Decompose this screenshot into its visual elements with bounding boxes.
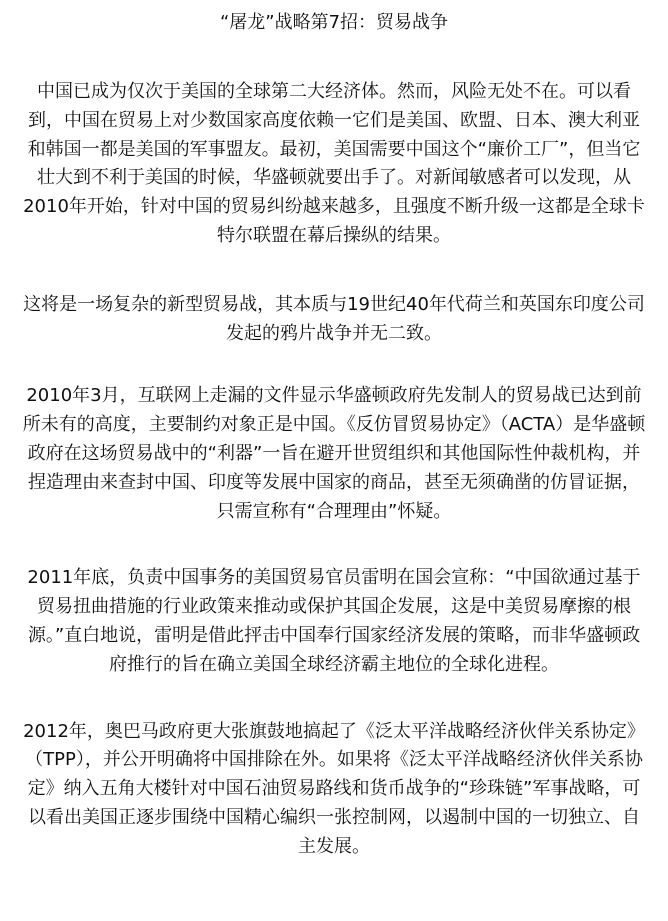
paragraph-2: 这将是一场复杂的新型贸易战，其本质与19世纪40年代荷兰和英国东印度公司发起的鸦片战争并无二致。: [23, 293, 645, 344]
paragraph-1: 中国已成为仅次于美国的全球第二大经济体。然而，风险无处不在。可以看到，中国在贸易上对少数国家高度依赖一它们是美国、欧盟、日本、澳大利亚和韩国一都是美国的军事盟友。最初，美国需要中国这个“廉价工厂”，但当它壮大到不利于美国的时候，华盛顿就要出手了。对新闻敏感者可以发现，从2010年开始，针对中国的贸易纠纷越来越多，且强度不断升级一这都是全球卡特尔联盟在幕后操纵的结果。: [23, 81, 645, 246]
document-title: “屠龙”战略第7招：贸易战争: [219, 12, 449, 33]
paragraph-4: 2011年底，负责中国事务的美国贸易官员雷明在国会宣称：“中国欲通过基于贸易扭曲措施的行业政策来推动或保护其国企发展，这是中美贸易摩擦的根源。”直白地说，雷明是借此抨击中国奉行国家经济发展的策略，而非华盛顿政府推行的旨在确立美国全球经济霸主地位的全球化进程。: [27, 567, 641, 675]
paragraph-5: 2012年，奥巴马政府更大张旗鼓地搞起了《泛太平洋战略经济伙伴关系协定》（TPP），并公开明确将中国排除在外。如果将《泛太平洋战略经济伙伴关系协定》纳入五角大楼针对中国石油贸易路线和货币战争的“珍珠链”军事战略，可以看出美国正逐步围绕中国精心编织一张控制网，以遏制中国的一切独立、自主发展。: [23, 720, 645, 857]
paragraph-3: 2010年3月，互联网上走漏的文件显示华盛顿政府先发制人的贸易战已达到前所未有的高度，主要制约对象正是中国。《反仿冒贸易协定》（ACTA）是华盛顿政府在这场贸易战中的“利器”一旨在避开世贸组织和其他国际性仲裁机构，并捏造理由来查封中国、印度等发展中国家的商品，甚至无须确凿的仿冒证据，只需宣称有“合理理由”怀疑。: [22, 385, 646, 522]
